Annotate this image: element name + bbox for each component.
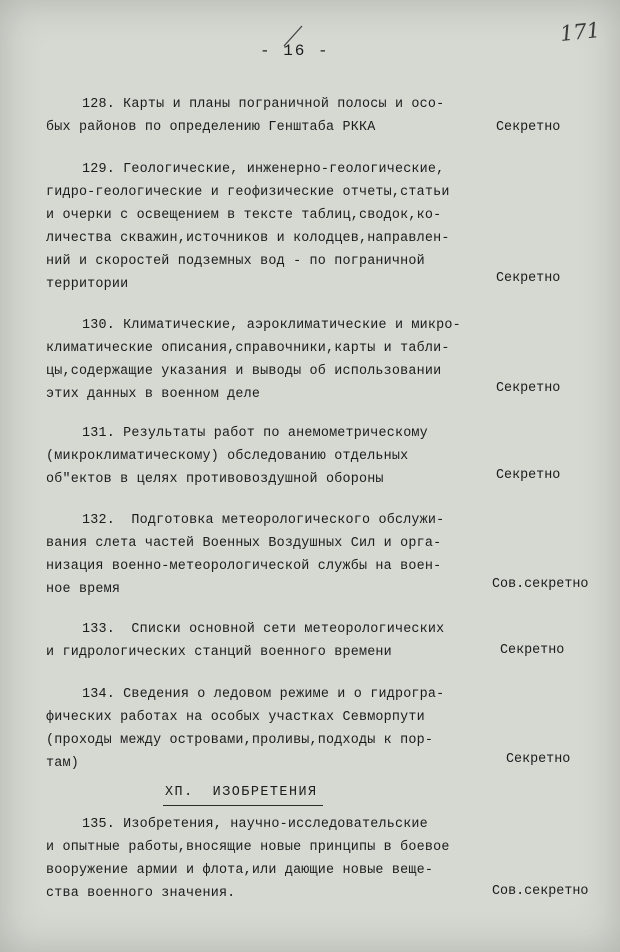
section-heading: XП. ИЗОБРЕТЕНИЯ: [165, 785, 318, 800]
item-134-classification: Секретно: [506, 752, 571, 767]
item-132-line-1: 132. Подготовка метеорологического обслужи-: [82, 513, 445, 528]
item-134-line-3: (проходы между островами,проливы,подходы к пор-: [46, 733, 434, 748]
item-130-classification: Секретно: [496, 381, 561, 396]
item-131-line-2: (микроклиматическому) обследованию отдельных: [46, 449, 409, 464]
item-131-line-3: об"ектов в целях противовоздушной обороны: [46, 472, 384, 487]
item-128-line-2: бых районов по определению Генштаба РККА: [46, 120, 376, 135]
item-130-line-3: цы,содержащие указания и выводы об использовании: [46, 364, 442, 379]
item-133-line-2: и гидрологических станций военного времени: [46, 645, 392, 660]
item-130-line-4: этих данных в военном деле: [46, 387, 261, 402]
item-129-line-6: территории: [46, 277, 129, 292]
item-135-line-2: и опытные работы,вносящие новые принципы в боевое: [46, 840, 450, 855]
section-heading-underline: [163, 805, 323, 806]
item-132-line-3: низация военно-метеорологической службы на воен-: [46, 559, 442, 574]
item-134-line-2: фических работах на особых участках Севморпути: [46, 710, 425, 725]
item-132-line-4: ное время: [46, 582, 121, 597]
item-129-line-4: личества скважин,источников и колодцев,направлен-: [46, 231, 450, 246]
item-129-line-5: ний и скоростей подземных вод - по пограничной: [46, 254, 425, 269]
item-132-line-2: вания слета частей Военных Воздушных Сил и орга-: [46, 536, 442, 551]
page-number: - 16 -: [260, 42, 330, 60]
item-135-line-4: ства военного значения.: [46, 886, 236, 901]
item-131-line-1: 131. Результаты работ по анемометрическому: [82, 426, 428, 441]
item-133-classification: Секретно: [500, 643, 565, 658]
item-128-line-1: 128. Карты и планы пограничной полосы и осо-: [82, 97, 445, 112]
item-130-line-2: климатические описания,справочники,карты и табли-: [46, 341, 450, 356]
item-135-classification: Сов.секретно: [492, 884, 589, 899]
item-129-classification: Секретно: [496, 271, 561, 286]
item-133-line-1: 133. Списки основной сети метеорологических: [82, 622, 445, 637]
item-135-line-1: 135. Изобретения, научно-исследовательские: [82, 817, 428, 832]
item-129-line-3: и очерки с освещением в тексте таблиц,сводок,ко-: [46, 208, 442, 223]
item-131-classification: Секретно: [496, 468, 561, 483]
item-128-classification: Секретно: [496, 120, 561, 135]
item-135-line-3: вооружение армии и флота,или дающие новые веще-: [46, 863, 434, 878]
item-129-line-2: гидро-геологические и геофизические отчеты,статьи: [46, 185, 450, 200]
item-134-line-1: 134. Сведения о ледовом режиме и о гидрогра-: [82, 687, 445, 702]
item-132-classification: Сов.секретно: [492, 577, 589, 592]
archive-folio-number: 171: [558, 17, 602, 47]
item-130-line-1: 130. Климатические, аэроклиматические и микро-: [82, 318, 461, 333]
item-129-line-1: 129. Геологические, инженерно-геологические,: [82, 162, 445, 177]
item-134-line-4: там): [46, 756, 79, 771]
